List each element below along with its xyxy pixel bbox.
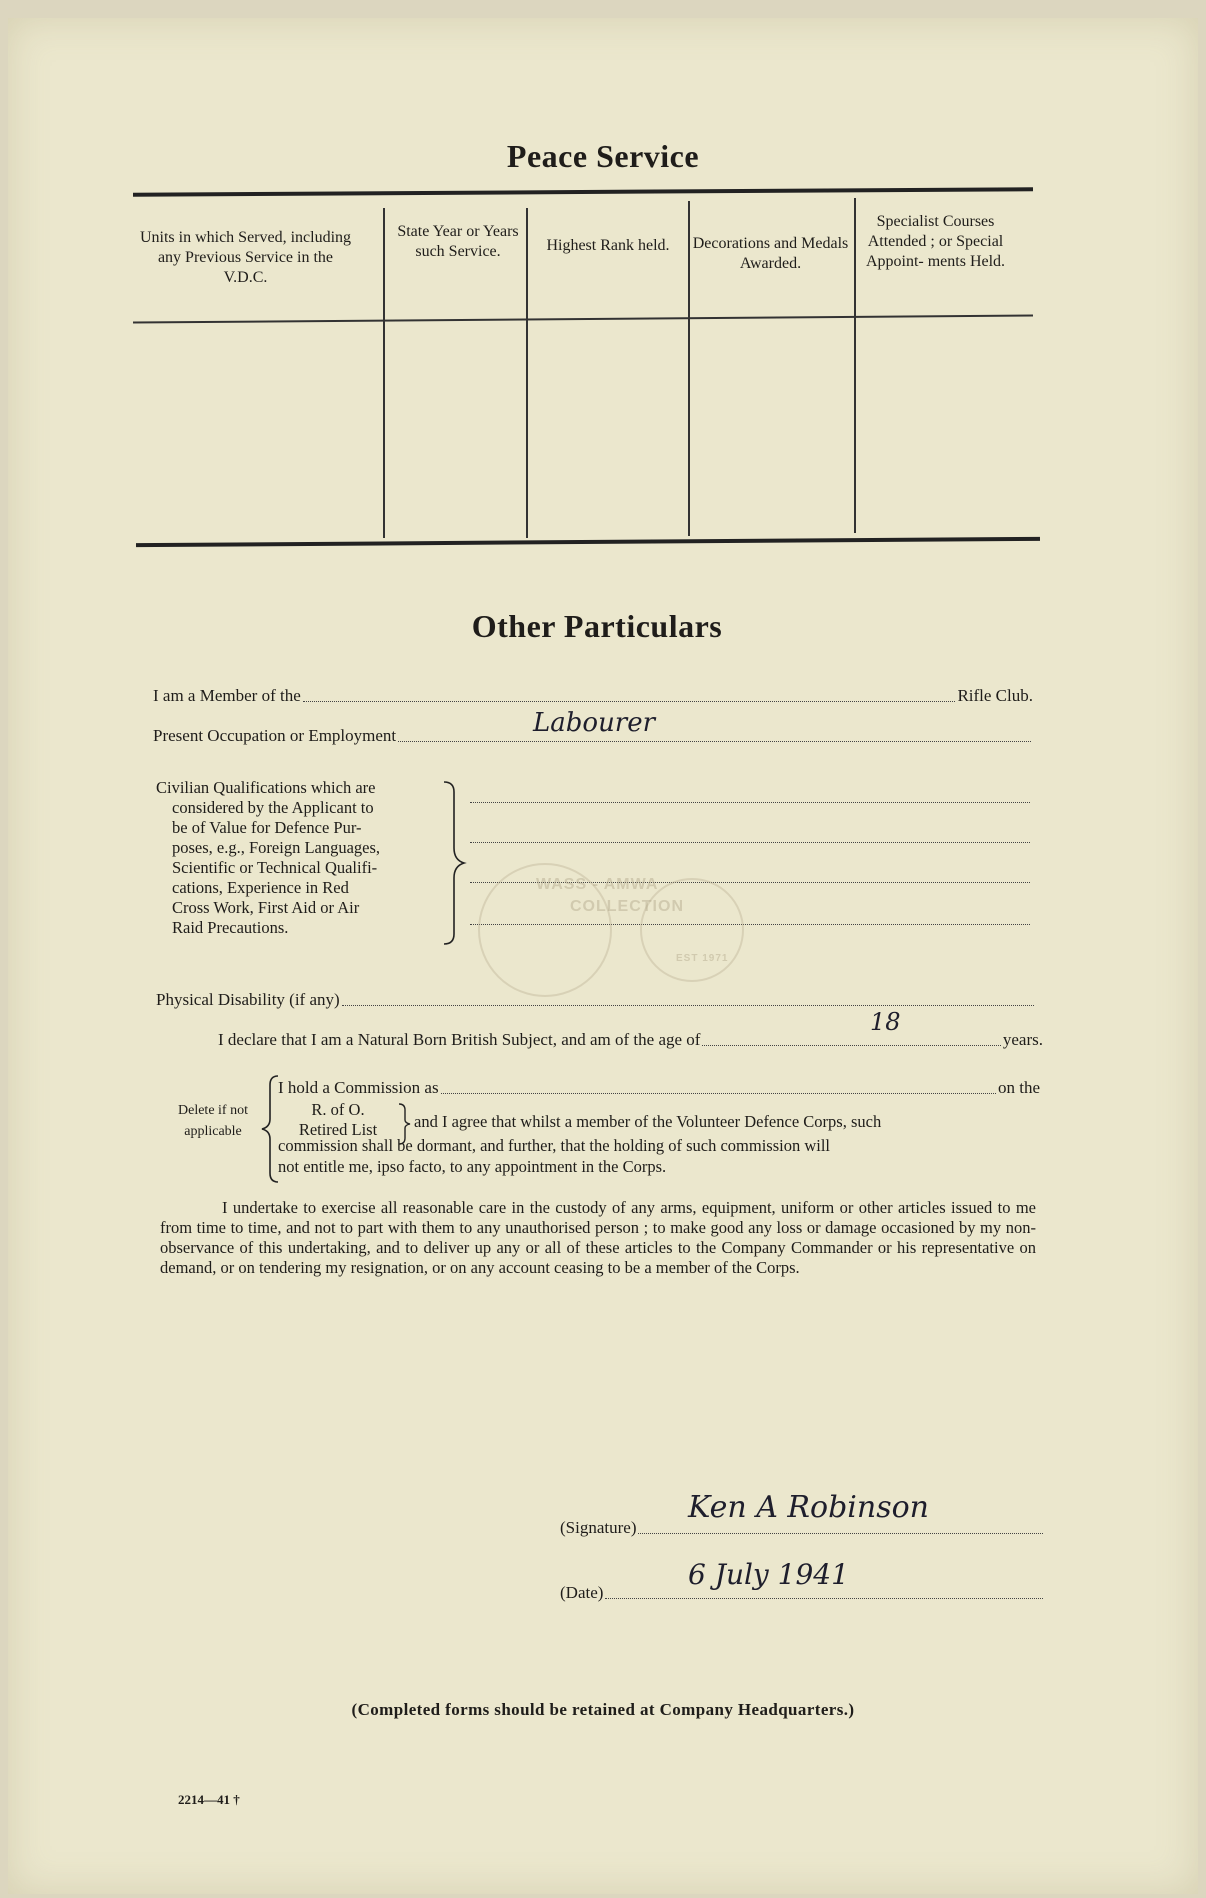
- commission-on-the: on the: [997, 1078, 1040, 1097]
- delete-note: Delete if not applicable: [178, 1103, 248, 1139]
- age-field[interactable]: [702, 1044, 1000, 1046]
- occupation-field[interactable]: [398, 740, 1031, 742]
- table-header-rule: [133, 314, 1033, 323]
- col-divider-3: [688, 201, 690, 536]
- occupation-handwritten: Labourer: [533, 708, 656, 738]
- member-prefix: I am a Member of the: [153, 686, 301, 705]
- date-handwritten: 6 July 1941: [688, 1558, 849, 1591]
- commission-options: [278, 1100, 398, 1140]
- undertaking-paragraph: I undertake to exercise all reasonable care in the custody of any arms, equipment, uniform or other articles issued to me from time to time, and not to part with them to any unauthorised person ; to make good any loss or damage occasioned by my non-observance of this undertaking, and to deliver up any or all of these articles to the Company Commander or his representative on demand, or on tendering my resignation, or on any account ceasing to be a member of the Corps.: [160, 1198, 1036, 1277]
- col-divider-2: [526, 208, 528, 538]
- disability-field[interactable]: [342, 1004, 1034, 1006]
- form-sheet: [8, 18, 1198, 1894]
- signature-handwritten: Ken A Robinson: [688, 1490, 929, 1525]
- qual-line: Civilian Qualifications which are: [156, 778, 376, 797]
- form-number: 2214—41 †: [178, 1792, 240, 1807]
- table-top-rule: [133, 187, 1033, 196]
- member-suffix: Rifle Club.: [957, 686, 1033, 705]
- qualifications-field-2[interactable]: [470, 842, 1030, 843]
- watermark-text: WASS - AMWA: [536, 876, 659, 893]
- col-header-rank: Highest Rank held.: [546, 237, 670, 254]
- commission-ro: R. of O.: [311, 1100, 365, 1119]
- disability-row: [156, 990, 1036, 1010]
- qual-line: considered by the Applicant to: [172, 798, 374, 817]
- watermark-text-3: EST 1971: [676, 953, 729, 964]
- date-field[interactable]: [605, 1597, 1043, 1599]
- commission-line-3: commission shall be dormant, and further, that the holding of such commission will: [278, 1136, 831, 1155]
- col-divider-1: [383, 208, 385, 538]
- age-handwritten: 18: [870, 1008, 901, 1036]
- commission-field[interactable]: [441, 1092, 996, 1094]
- occupation-label: Present Occupation or Employment: [153, 726, 397, 745]
- footer-note: (Completed forms should be retained at Company Headquarters.): [351, 1700, 855, 1719]
- qual-line: be of Value for Defence Pur-: [172, 818, 362, 837]
- rifle-club-field[interactable]: [303, 700, 956, 702]
- other-particulars-title: Other Particulars: [471, 608, 723, 644]
- declaration-prefix: I declare that I am a Natural Born British Subject, and am of the age of: [218, 1030, 701, 1049]
- commission-line-2: and I agree that whilst a member of the Volunteer Defence Corps, such: [414, 1112, 882, 1131]
- watermark-text-2: COLLECTION: [570, 898, 684, 915]
- signature-label: (Signature): [560, 1518, 637, 1537]
- qual-line: Raid Precautions.: [172, 918, 289, 937]
- qualifications-brace: [440, 778, 470, 948]
- qual-line: Cross Work, First Aid or Air: [172, 898, 360, 917]
- col-header-decorations: Decorations and Medals Awarded.: [692, 235, 849, 272]
- commission-line-4: not entitle me, ipso facto, to any appointment in the Corps.: [278, 1157, 667, 1176]
- commission-brace: [258, 1073, 280, 1185]
- qual-line: poses, e.g., Foreign Languages,: [172, 838, 381, 857]
- qualifications-field-1[interactable]: [470, 802, 1030, 803]
- col-divider-4: [854, 198, 856, 533]
- commission-row-1: [278, 1078, 1040, 1098]
- rifle-club-row: [153, 686, 1033, 706]
- qual-line: cations, Experience in Red: [172, 878, 349, 897]
- col-header-specialist: Specialist Courses Attended ; or Special Appoint- ments Held.: [865, 213, 1006, 270]
- commission-retired: Retired List: [298, 1120, 378, 1139]
- disability-label: Physical Disability (if any): [156, 990, 340, 1009]
- date-label: (Date): [560, 1583, 604, 1602]
- signature-field[interactable]: [638, 1532, 1043, 1534]
- commission-label: I hold a Commission as: [278, 1078, 439, 1097]
- col-header-years: State Year or Years such Service.: [397, 223, 519, 260]
- declaration-row: [218, 1030, 1043, 1050]
- qual-line: Scientific or Technical Qualifi-: [172, 858, 378, 877]
- declaration-suffix: years.: [1002, 1030, 1043, 1049]
- table-bottom-rule: [136, 537, 1040, 547]
- qualifications-text: [156, 778, 380, 938]
- peace-service-title: Peace Service: [506, 138, 700, 174]
- col-header-units: Units in which Served, including any Previous Service in the V.D.C.: [139, 229, 352, 286]
